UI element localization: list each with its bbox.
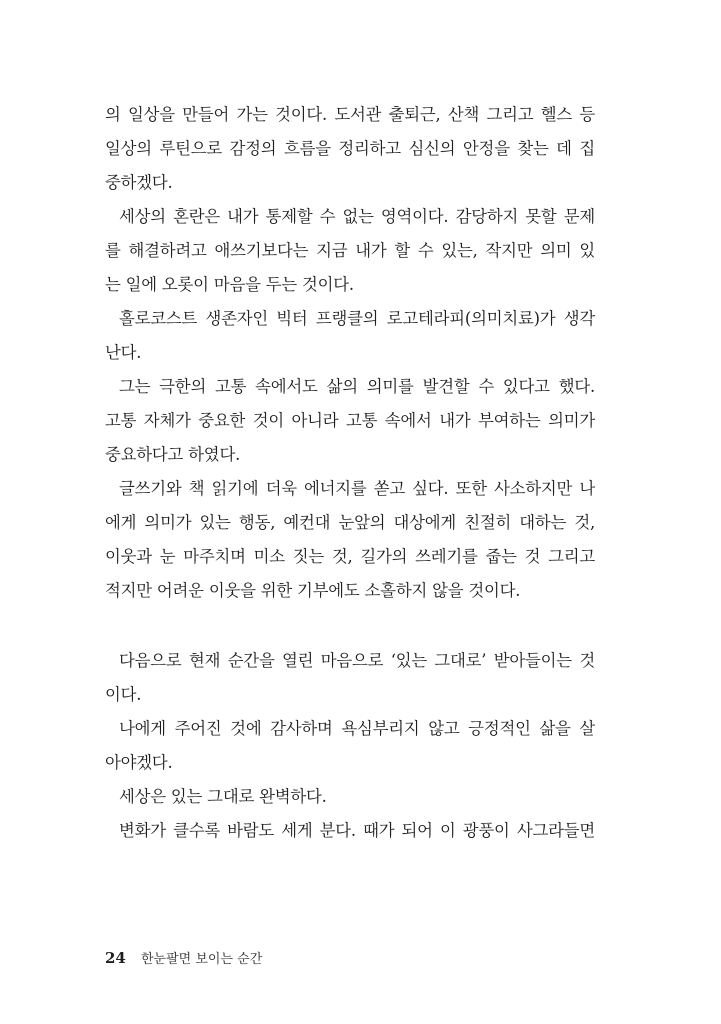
text-line: 의 일상을 만들어 가는 것이다. 도서관 출퇴근, 산책 그리고 헬스 등: [105, 105, 595, 124]
text-line: 적지만 어려운 이웃을 위한 기부에도 소홀하지 않을 것이다.: [105, 581, 521, 600]
text-line: 중하겠다.: [105, 173, 173, 192]
text-line: 는 일에 오롯이 마음을 두는 것이다.: [105, 275, 354, 294]
text-line: 다음으로 현재 순간을 열린 마음으로 ‘있는 그대로’ 받아들이는 것: [119, 651, 595, 670]
text-line: 고통 자체가 중요한 것이 아니라 고통 속에서 내가 부여하는 의미가: [105, 411, 595, 430]
text-line: 세상은 있는 그대로 완벽하다.: [119, 787, 327, 806]
text-line: 변화가 클수록 바람도 세게 분다. 때가 되어 이 광풍이 사그라들면: [119, 821, 595, 840]
text-line: 아야겠다.: [105, 753, 173, 772]
text-line: 그는 극한의 고통 속에서도 삶의 의미를 발견할 수 있다고 했다.: [119, 377, 595, 396]
text-line: 난다.: [105, 343, 142, 362]
text-line: 이웃과 눈 마주치며 미소 짓는 것, 길가의 쓰레기를 줍는 것 그리고: [105, 547, 595, 566]
text-line: 이다.: [105, 685, 142, 704]
book-title: 한눈팔면 보이는 순간: [140, 952, 263, 967]
text-line: 세상의 혼란은 내가 통제할 수 없는 영역이다. 감당하지 못할 문제: [119, 207, 595, 226]
text-line: 나에게 주어진 것에 감사하며 욕심부리지 않고 긍정적인 삶을 살: [119, 719, 595, 738]
text-line: 홀로코스트 생존자인 빅터 프랭클의 로고테라피(의미치료)가 생각: [119, 309, 595, 328]
page-number: 24: [105, 949, 126, 967]
text-line: 를 해결하려고 애쓰기보다는 지금 내가 할 수 있는, 작지만 의미 있: [105, 241, 595, 260]
text-line: 일상의 루틴으로 감정의 흐름을 정리하고 심신의 안정을 찾는 데 집: [105, 139, 595, 158]
text-line: 중요하다고 하였다.: [105, 445, 241, 464]
text-line: 에게 의미가 있는 행동, 예컨대 눈앞의 대상에게 친절히 대하는 것,: [105, 513, 595, 532]
page-footer: [105, 947, 262, 969]
text-line: 글쓰기와 책 읽기에 더욱 에너지를 쏟고 싶다. 또한 사소하지만 나: [119, 479, 595, 498]
